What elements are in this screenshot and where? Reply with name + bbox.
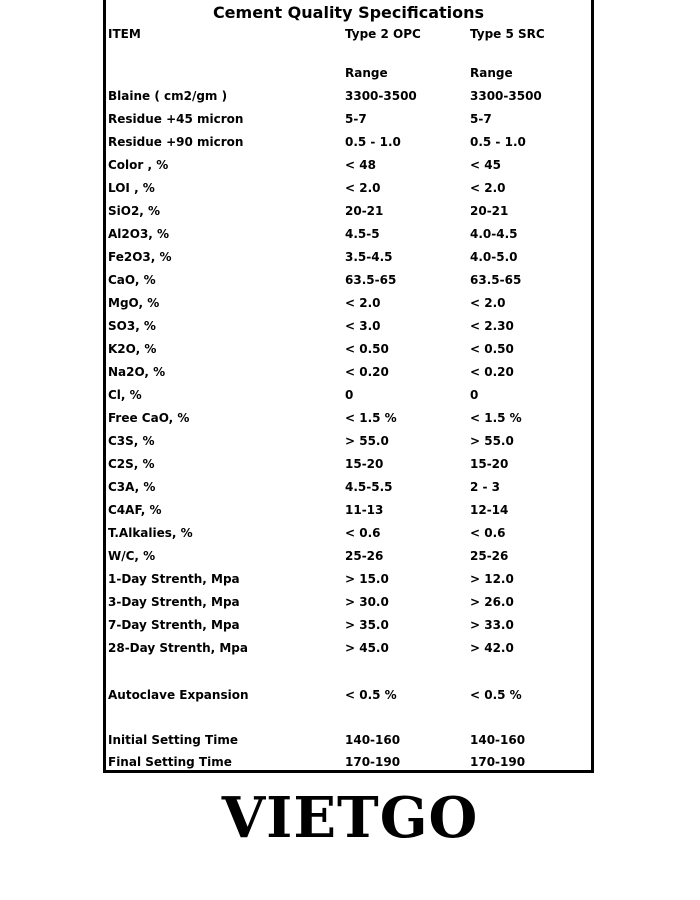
item-label: C3A, % <box>108 480 156 494</box>
item-label: Al2O3, % <box>108 227 170 241</box>
item-label: 3-Day Strenth, Mpa <box>108 595 240 609</box>
item-label: 7-Day Strenth, Mpa <box>108 618 240 632</box>
type5-value: > 33.0 <box>470 618 514 632</box>
spec-table <box>103 0 594 773</box>
item-label: Initial Setting Time <box>108 733 238 747</box>
header-type5: Type 5 SRC <box>470 27 545 41</box>
table-row <box>106 569 591 589</box>
table-row <box>106 316 591 336</box>
type2-value: < 3.0 <box>345 319 381 333</box>
type5-value: 63.5-65 <box>470 273 522 287</box>
type5-value: < 2.0 <box>470 296 506 310</box>
item-label: Residue +45 micron <box>108 112 244 126</box>
type5-value: < 1.5 % <box>470 411 522 425</box>
table-row <box>106 523 591 543</box>
range-type5: Range <box>470 66 513 80</box>
header-type2: Type 2 OPC <box>345 27 421 41</box>
type2-value: < 2.0 <box>345 181 381 195</box>
type5-value: 20-21 <box>470 204 509 218</box>
type2-value: 25-26 <box>345 549 384 563</box>
spec-title: Cement Quality Specifications <box>212 3 485 22</box>
type5-value: 4.0-5.0 <box>470 250 518 264</box>
type5-value: > 42.0 <box>470 641 514 655</box>
type5-value: 25-26 <box>470 549 509 563</box>
type2-value: 4.5-5 <box>345 227 380 241</box>
type2-value: 0 <box>345 388 354 402</box>
type5-value: < 2.0 <box>470 181 506 195</box>
type2-value: 4.5-5.5 <box>345 480 393 494</box>
item-label: Final Setting Time <box>108 755 232 769</box>
type5-value: 140-160 <box>470 733 526 747</box>
type2-value: < 0.20 <box>345 365 389 379</box>
item-label: Na2O, % <box>108 365 166 379</box>
type2-value: 0.5 - 1.0 <box>345 135 401 149</box>
header-item: ITEM <box>108 27 141 41</box>
table-row <box>106 385 591 405</box>
table-row <box>106 109 591 129</box>
type2-value: < 0.5 % <box>345 688 397 702</box>
table-row <box>106 592 591 612</box>
type2-value: > 15.0 <box>345 572 389 586</box>
range-type2: Range <box>345 66 388 80</box>
type5-value: < 0.5 % <box>470 688 522 702</box>
type5-value: < 0.6 <box>470 526 506 540</box>
type5-value: < 0.50 <box>470 342 514 356</box>
table-row <box>106 500 591 520</box>
type2-value: > 30.0 <box>345 595 389 609</box>
type5-value: 3300-3500 <box>470 89 542 103</box>
item-label: Cl, % <box>108 388 142 402</box>
type2-value: > 45.0 <box>345 641 389 655</box>
item-label: C4AF, % <box>108 503 162 517</box>
range-row <box>106 63 591 83</box>
item-label: Free CaO, % <box>108 411 190 425</box>
item-label: Fe2O3, % <box>108 250 172 264</box>
item-label: Autoclave Expansion <box>108 688 249 702</box>
type5-value: < 45 <box>470 158 501 172</box>
type5-value: > 26.0 <box>470 595 514 609</box>
table-row <box>106 293 591 313</box>
table-row <box>106 362 591 382</box>
type2-value: 15-20 <box>345 457 384 471</box>
type5-value: > 12.0 <box>470 572 514 586</box>
table-row <box>106 224 591 244</box>
type2-value: > 55.0 <box>345 434 389 448</box>
type2-value: < 48 <box>345 158 376 172</box>
item-label: SiO2, % <box>108 204 161 218</box>
type5-value: 15-20 <box>470 457 509 471</box>
table-row <box>106 431 591 451</box>
item-label: Blaine ( cm2/gm ) <box>108 89 228 103</box>
type5-value: 170-190 <box>470 755 526 769</box>
table-row <box>106 477 591 497</box>
table-row <box>106 546 591 566</box>
item-label: K2O, % <box>108 342 157 356</box>
item-label: C3S, % <box>108 434 155 448</box>
item-label: 28-Day Strenth, Mpa <box>108 641 248 655</box>
type2-value: < 0.50 <box>345 342 389 356</box>
table-row <box>106 408 591 428</box>
type2-value: 20-21 <box>345 204 384 218</box>
type2-value: < 2.0 <box>345 296 381 310</box>
table-row <box>106 685 591 705</box>
item-label: C2S, % <box>108 457 155 471</box>
type2-value: 170-190 <box>345 755 401 769</box>
table-row <box>106 201 591 221</box>
type2-value: > 35.0 <box>345 618 389 632</box>
type5-value: < 2.30 <box>470 319 514 333</box>
item-label: Color , % <box>108 158 169 172</box>
item-label: W/C, % <box>108 549 156 563</box>
table-row <box>106 730 591 750</box>
item-label: T.Alkalies, % <box>108 526 193 540</box>
vietgo-logo: VIETGO <box>221 785 479 851</box>
type2-value: 140-160 <box>345 733 401 747</box>
item-label: Residue +90 micron <box>108 135 244 149</box>
table-row <box>106 86 591 106</box>
table-row <box>106 638 591 658</box>
table-row <box>106 752 591 772</box>
type2-value: 3.5-4.5 <box>345 250 393 264</box>
type5-value: < 0.20 <box>470 365 514 379</box>
table-row <box>106 615 591 635</box>
type2-value: 5-7 <box>345 112 367 126</box>
item-label: MgO, % <box>108 296 160 310</box>
item-label: SO3, % <box>108 319 156 333</box>
item-label: LOI , % <box>108 181 155 195</box>
item-label: CaO, % <box>108 273 156 287</box>
table-row <box>106 132 591 152</box>
table-row <box>106 155 591 175</box>
type2-value: 3300-3500 <box>345 89 417 103</box>
item-label: 1-Day Strenth, Mpa <box>108 572 240 586</box>
type2-value: 63.5-65 <box>345 273 397 287</box>
type5-value: 0.5 - 1.0 <box>470 135 526 149</box>
type5-value: > 55.0 <box>470 434 514 448</box>
table-row <box>106 270 591 290</box>
table-row <box>106 339 591 359</box>
table-row <box>106 247 591 267</box>
table-row <box>106 454 591 474</box>
type2-value: < 1.5 % <box>345 411 397 425</box>
type5-value: 2 - 3 <box>470 480 501 494</box>
type2-value: < 0.6 <box>345 526 381 540</box>
type5-value: 0 <box>470 388 479 402</box>
type2-value: 11-13 <box>345 503 384 517</box>
type5-value: 4.0-4.5 <box>470 227 518 241</box>
table-row <box>106 178 591 198</box>
type5-value: 5-7 <box>470 112 492 126</box>
type5-value: 12-14 <box>470 503 509 517</box>
